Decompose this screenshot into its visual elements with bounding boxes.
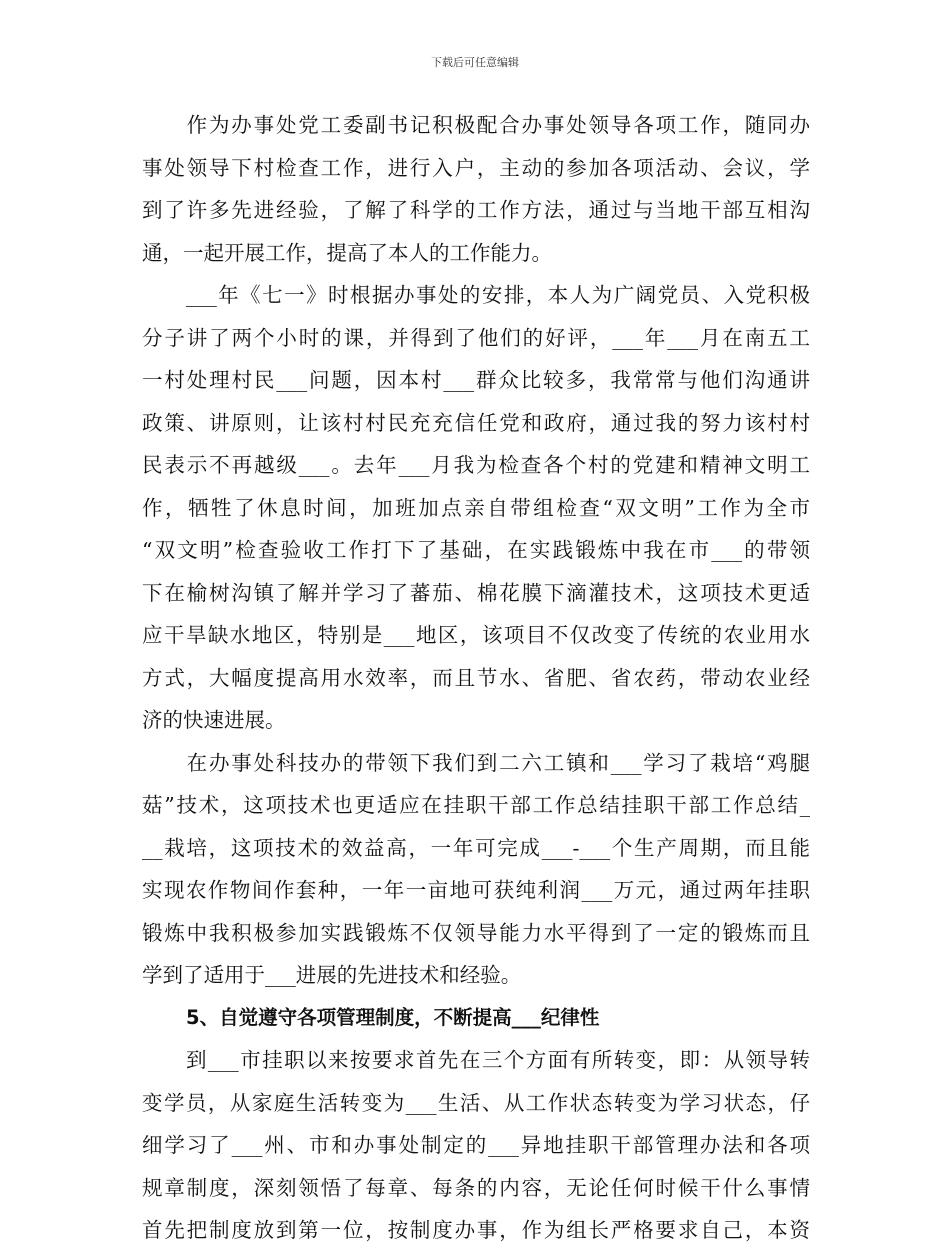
text-line: 济的快速进展。 <box>142 708 286 732</box>
text-line: “双文明”检查验收工作打下了基础，在实践锻炼中我在市___的带领 <box>142 538 810 562</box>
text-line: 分子讲了两个小时的课，并得到了他们的好评，___年___月在南五工 <box>142 325 810 350</box>
text-line: 到了许多先进经验，了解了科学的工作方法，通过与当地干部互相沟 <box>142 198 810 222</box>
text-line: 应干旱缺水地区，特别是___地区，该项目不仅改变了传统的农业用水 <box>142 623 810 647</box>
text-line: 通，一起开展工作，提高了本人的工作能力。 <box>142 240 552 265</box>
text-line: ___年《七一》时根据办事处的安排，本人为广阔党员、入党积极 <box>142 283 810 307</box>
text-line: 细学习了___州、市和办事处制定的___异地挂职干部管理办法和各项 <box>142 1133 810 1157</box>
text-line: 下在榆树沟镇了解并学习了蕃茄、棉花膜下滴灌技术，这项技术更适 <box>142 580 810 605</box>
text-line: 作为办事处党工委副书记积极配合办事处领导各项工作，随同办 <box>142 113 810 137</box>
text-line: __栽培，这项技术的效益高，一年可完成___-___个生产周期，而且能 <box>142 835 810 860</box>
text-line: 作，牺牲了休息时间，加班加点亲自带组检查“双文明”工作为全市 <box>142 495 810 520</box>
text-line: 菇”技术，这项技术也更适应在挂职干部工作总结挂职干部工作总结_ <box>142 793 810 817</box>
text-line: 民表示不再越级___。去年___月我为检查各个村的党建和精神文明工 <box>142 453 810 477</box>
document-body <box>142 104 810 1252</box>
text-line: 学到了适用于___进展的先进技术和经验。 <box>142 963 522 987</box>
text-line: 实现农作物间作套种，一年一亩地可获纯利润___万元，通过两年挂职 <box>142 878 810 902</box>
text-line: 方式，大幅度提高用水效率，而且节水、省肥、省农药，带动农业经 <box>142 665 810 690</box>
text-line: 在办事处科技办的带领下我们到二六工镇和___学习了栽培“鸡腿 <box>142 750 810 775</box>
section-heading: 5、自觉遵守各项管理制度，不断提高___纪律性 <box>186 1005 600 1029</box>
text-line: 首先把制度放到第一位，按制度办事，作为组长严格要求自己，本资 <box>142 1218 810 1242</box>
text-line: 变学员，从家庭生活转变为___生活、从工作状态转变为学习状态，仔 <box>142 1090 810 1115</box>
text-line: 事处领导下村检查工作，进行入户，主动的参加各项活动、会议，学 <box>142 155 810 180</box>
header-note: 下载后可任意编辑 <box>431 56 519 69</box>
text-line: 一村处理村民___问题，因本村___群众比较多，我常常与他们沟通讲 <box>142 368 810 392</box>
text-line: 到___市挂职以来按要求首先在三个方面有所转变，即：从领导转 <box>142 1048 810 1072</box>
text-line: 政策、讲原则，让该村村民充充信任党和政府，通过我的努力该村村 <box>142 410 810 435</box>
text-line: 规章制度，深刻领悟了每章、每条的内容，无论任何时候干什么事情 <box>142 1175 810 1200</box>
text-line: 锻炼中我积极参加实践锻炼不仅领导能力水平得到了一定的锻炼而且 <box>142 920 810 945</box>
